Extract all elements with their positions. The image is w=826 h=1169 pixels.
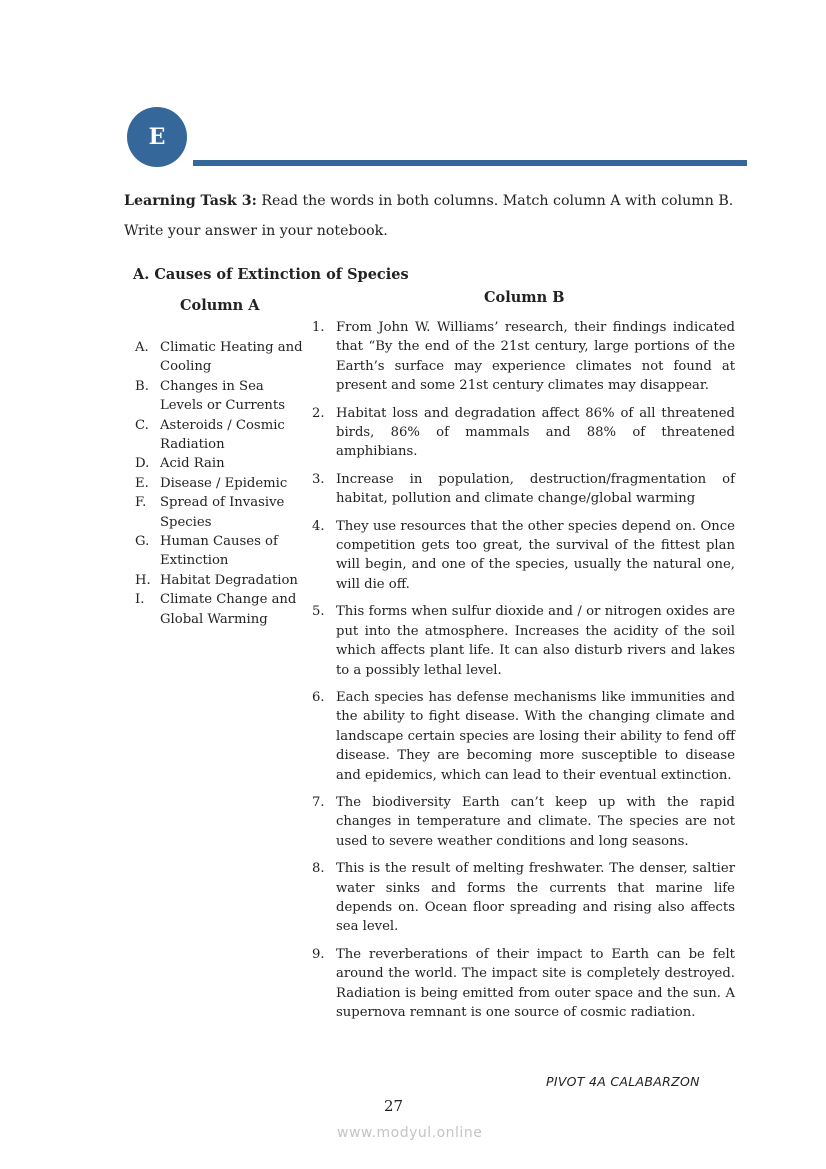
item-letter: B.	[135, 378, 149, 394]
task-label: Learning Task 3:	[124, 193, 257, 209]
item-text: Human Causes of Extinction	[160, 534, 278, 569]
item-number: 7.	[312, 794, 325, 810]
list-item	[135, 532, 305, 571]
list-item	[135, 377, 305, 416]
list-item	[135, 571, 305, 590]
list-item	[312, 793, 735, 851]
task-instructions	[124, 186, 744, 246]
list-item	[312, 688, 735, 785]
item-text: Increase in population, destruction/fragmentation of habitat, pollution and climate change/global warming	[336, 471, 735, 507]
list-item	[312, 318, 735, 396]
item-text: From John W. Williams’ research, their findings indicated that “By the end of the 21st century, large portions of the Earth’s surface may experience climates not found at present and some 21st century climates may disappear.	[336, 320, 735, 394]
item-text: They use resources that the other species depend on. Once competition gets too great, the survival of the fittest plan will begin, and one of the species, usually the natural one, will die off.	[336, 518, 735, 592]
section-badge	[127, 107, 187, 167]
section-title: A. Causes of Extinction of Species	[133, 266, 409, 283]
item-number: 8.	[312, 861, 325, 877]
column-a-heading: Column A	[180, 297, 260, 314]
item-letter: G.	[135, 534, 150, 550]
item-text: Spread of Invasive Species	[160, 495, 285, 530]
item-text: Climate Change and Global Warming	[160, 592, 297, 627]
item-text: Habitat loss and degradation affect 86% of all threatened birds, 86% of mammals and 88% of threatened amphibians.	[336, 405, 735, 460]
item-letter: E.	[135, 475, 149, 491]
list-item	[312, 602, 735, 680]
list-item	[312, 859, 735, 937]
item-text: Climatic Heating and Cooling	[160, 340, 303, 375]
item-text: Disease / Epidemic	[160, 475, 288, 491]
footer-program: PIVOT 4A CALABARZON	[546, 1074, 700, 1089]
list-item	[135, 416, 305, 455]
header-rule	[193, 160, 747, 166]
item-letter: C.	[135, 417, 149, 433]
column-b-heading: Column B	[484, 289, 565, 306]
item-text: This is the result of melting freshwater. The denser, saltier water sinks and forms the currents that marine life depends on. Ocean floor spreading and rising also affects sea level.	[336, 861, 735, 935]
list-item	[135, 474, 305, 493]
page-number: 27	[384, 1097, 404, 1115]
column-a-list	[135, 338, 305, 629]
task-text: Read the words in both columns. Match column A with column B. Write your answer in your notebook.	[124, 193, 734, 239]
list-item	[312, 404, 735, 462]
item-text: Habitat Degradation	[160, 572, 298, 588]
item-letter: D.	[135, 456, 150, 472]
item-number: 1.	[312, 320, 325, 335]
column-b-list	[312, 318, 735, 1030]
section-letter: E	[148, 124, 166, 150]
item-number: 6.	[312, 689, 325, 705]
item-letter: F.	[135, 495, 147, 511]
item-text: Acid Rain	[160, 456, 225, 472]
list-item	[135, 590, 305, 629]
item-text: The reverberations of their impact to Earth can be felt around the world. The impact site is completely destroyed. Radiation is being emitted from outer space and the sun. A supernova remnant is one source of cosmic radiation.	[336, 946, 735, 1020]
item-text: This forms when sulfur dioxide and / or nitrogen oxides are put into the atmosphere. Increases the acidity of the soil which affects plant life. It can also disturb rivers and lakes to a possibly lethal level.	[336, 604, 735, 678]
item-text: The biodiversity Earth can’t keep up with the rapid changes in temperature and climate. The species are not used to severe weather conditions and long seasons.	[336, 794, 735, 849]
item-text: Changes in Sea Levels or Currents	[160, 378, 285, 414]
watermark: www.modyul.online	[337, 1125, 483, 1141]
list-item	[312, 517, 735, 595]
item-text: Each species has defense mechanisms like immunities and the ability to fight disease. With the changing climate and landscape certain species are losing their ability to fend off disease. They are becoming more susceptible to disease and epidemics, which can lead to their eventual extinction.	[336, 689, 735, 783]
item-number: 2.	[312, 405, 325, 421]
item-letter: I.	[135, 592, 145, 608]
item-letter: A.	[135, 340, 149, 355]
list-item	[135, 454, 305, 473]
item-number: 5.	[312, 604, 325, 620]
list-item	[135, 493, 305, 532]
list-item	[312, 470, 735, 509]
list-item	[312, 945, 735, 1023]
item-number: 9.	[312, 946, 325, 962]
item-number: 3.	[312, 471, 325, 487]
item-letter: H.	[135, 572, 151, 588]
item-number: 4.	[312, 518, 325, 534]
list-item	[135, 338, 305, 377]
item-text: Asteroids / Cosmic Radiation	[160, 417, 285, 453]
